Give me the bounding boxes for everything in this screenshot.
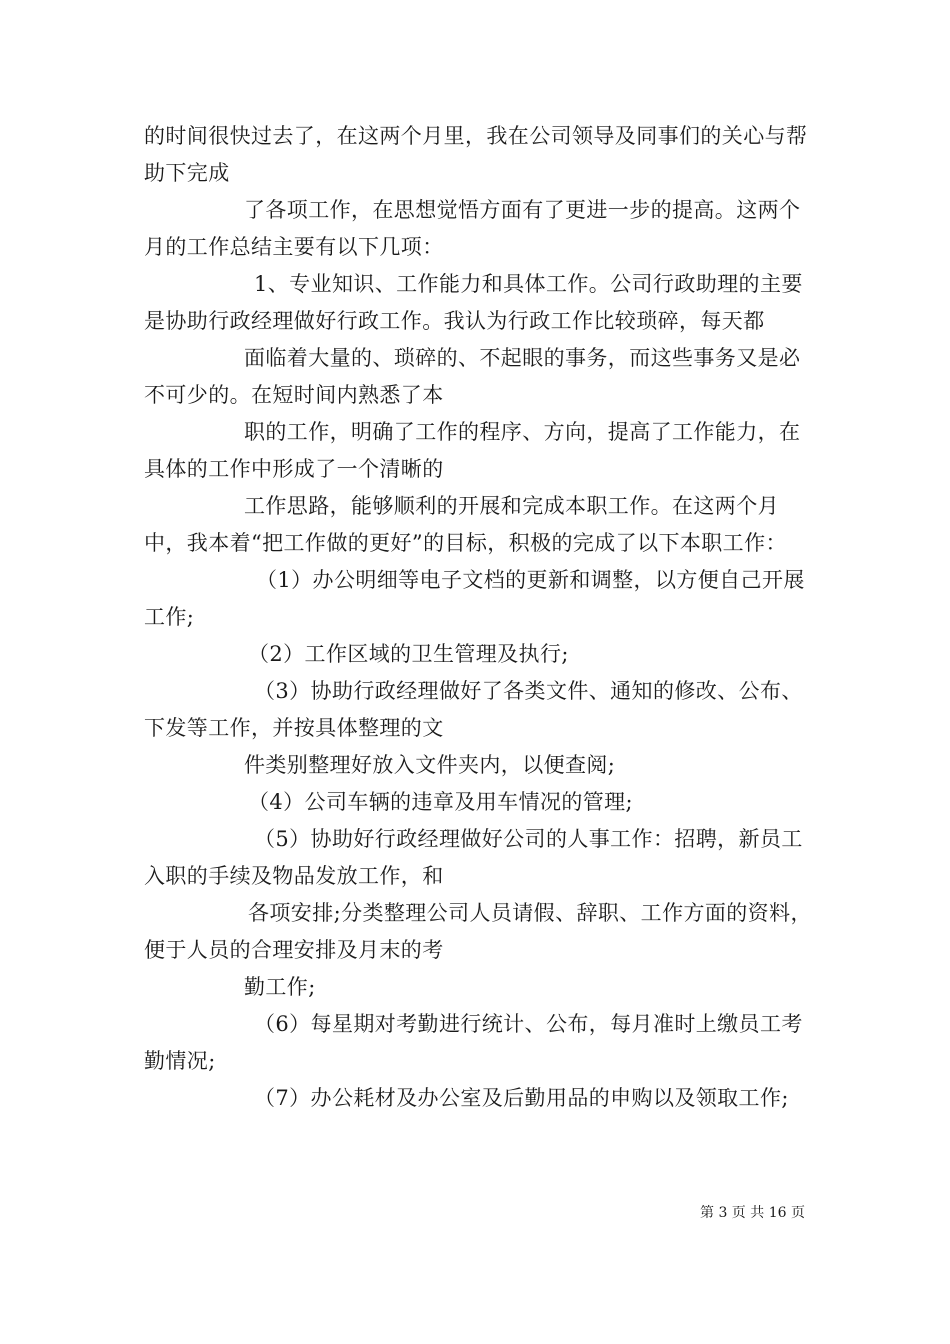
list-item-7: （7）办公耗材及办公室及后勤用品的申购以及领取工作; [254,1086,789,1110]
paragraph-3: 1、专业知识、工作能力和具体工作。公司行政助理的主要是协助行政经理做好行政工作。我认为行政工作比较琐碎，每天都 [144,272,803,333]
document-body [144,118,814,1117]
list-item-5-continued: 各项安排;分类整理公司人员请假、辞职、工作方面的资料，便于人员的合理安排及月末的考 [144,901,812,962]
list-item-5: （5）协助好行政经理做好公司的人事工作：招聘，新员工入职的手续及物品发放工作，和 [144,827,803,888]
list-item-3-continued: 件类别整理好放入文件夹内，以便查阅; [244,753,616,777]
list-item-2: （2）工作区域的卫生管理及执行; [248,642,569,666]
paragraph-4: 面临着大量的、琐碎的、不起眼的事务，而这些事务又是必不可少的。在短时间内熟悉了本 [144,346,801,407]
paragraph-1: 的时间很快过去了，在这两个月里，我在公司领导及同事们的关心与帮助下完成 [144,124,808,185]
list-item-1: （1）办公明细等电子文档的更新和调整，以方便自己开展工作; [144,568,805,629]
paragraph-5: 职的工作，明确了工作的程序、方向，提高了工作能力，在具体的工作中形成了一个清晰的 [144,420,801,481]
list-item-6: （6）每星期对考勤进行统计、公布，每月准时上缴员工考勤情况; [144,1012,803,1073]
list-item-5-end: 勤工作; [244,975,316,999]
list-item-3: （3）协助行政经理做好了各类文件、通知的修改、公布、下发等工作，并按具体整理的文 [144,679,803,740]
list-item-4: （4）公司车辆的违章及用车情况的管理; [248,790,634,814]
page-number-footer: 第 3 页 共 16 页 [700,1205,805,1221]
paragraph-2: 了各项工作，在思想觉悟方面有了更进一步的提高。这两个月的工作总结主要有以下几项： [144,198,801,259]
paragraph-6: 工作思路，能够顺利的开展和完成本职工作。在这两个月中，我本着“把工作做的更好”的目标，积极的完成了以下本职工作： [144,494,787,555]
